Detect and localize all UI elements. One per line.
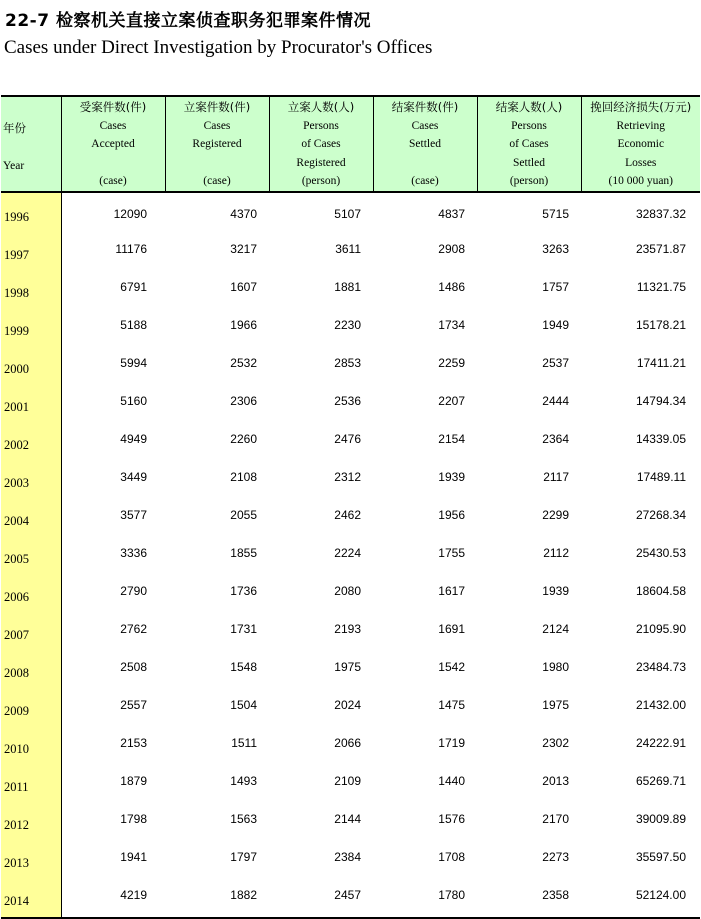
header-label-en-line: Cases <box>99 119 127 132</box>
value-cell: 2444 <box>542 394 569 408</box>
value-cell: 2117 <box>543 470 569 484</box>
statistics-table <box>1 95 700 919</box>
header-unit: (person) <box>509 174 549 187</box>
year-cell: 2002 <box>1 423 61 461</box>
value-cell: 14339.05 <box>635 432 686 446</box>
header-label-zh: 立案件数(件) <box>183 100 251 114</box>
header-label-en-line: Accepted <box>91 138 135 150</box>
value-cell: 1475 <box>438 698 465 712</box>
header-label-en-line: Economic <box>617 138 665 150</box>
year-cell: 2007 <box>1 613 61 651</box>
value-cell: 2364 <box>542 432 569 446</box>
value-cell: 2537 <box>542 356 569 370</box>
value-cell: 1719 <box>438 736 465 750</box>
value-cell: 18604.58 <box>635 584 686 598</box>
header-unit: (case) <box>203 174 231 187</box>
header-row <box>1 96 700 192</box>
year-cell: 1998 <box>1 271 61 309</box>
header-label-en-line: of Cases <box>301 138 341 150</box>
value-cell: 39009.89 <box>635 812 686 826</box>
table-row <box>1 309 700 347</box>
value-cell: 3217 <box>230 242 257 256</box>
value-cell: 2384 <box>334 850 361 864</box>
value-cell: 1542 <box>438 660 465 674</box>
value-cell: 1617 <box>438 584 465 598</box>
year-cell: 2012 <box>1 803 61 841</box>
year-cell: 2004 <box>1 499 61 537</box>
table-row <box>1 537 700 575</box>
value-cell: 1755 <box>438 546 465 560</box>
header-label-en-line: Persons <box>303 119 339 132</box>
value-cell: 2299 <box>542 508 569 522</box>
value-cell: 2108 <box>230 470 257 484</box>
value-cell: 1975 <box>334 660 361 674</box>
header-label-en-line: of Cases <box>509 138 549 150</box>
value-cell: 1975 <box>542 698 569 712</box>
value-cell: 1731 <box>230 622 257 636</box>
header-label-en-line: Registered <box>296 156 346 169</box>
table-row <box>1 803 700 841</box>
value-cell: 2853 <box>334 356 361 370</box>
header-label-zh: 挽回经济损失(万元) <box>590 100 692 114</box>
value-cell: 1736 <box>230 584 257 598</box>
value-cell: 5160 <box>120 394 147 408</box>
column-header-persons-registered <box>269 96 373 192</box>
value-cell: 1966 <box>230 318 257 332</box>
value-cell: 5994 <box>120 356 147 370</box>
value-cell: 2013 <box>542 774 569 788</box>
value-cell: 1956 <box>438 508 465 522</box>
value-cell: 1691 <box>438 622 465 636</box>
table-row <box>1 423 700 461</box>
value-cell: 1708 <box>438 850 465 864</box>
year-cell: 2001 <box>1 385 61 423</box>
value-cell: 11176 <box>115 242 147 256</box>
value-cell: 2207 <box>438 394 465 408</box>
year-cell: 1997 <box>1 233 61 271</box>
column-header-year <box>1 96 61 192</box>
value-cell: 2112 <box>543 546 569 560</box>
year-cell: 1996 <box>1 192 61 233</box>
value-cell: 32837.32 <box>635 207 686 221</box>
column-header-cases-settled <box>373 96 477 192</box>
value-cell: 1511 <box>231 736 257 750</box>
value-cell: 2066 <box>334 736 361 750</box>
value-cell: 1879 <box>120 774 147 788</box>
column-header-cases-registered <box>165 96 269 192</box>
value-cell: 17489.11 <box>636 470 686 484</box>
value-cell: 2508 <box>120 660 147 674</box>
value-cell: 1949 <box>542 318 569 332</box>
value-cell: 2230 <box>334 318 361 332</box>
header-label-zh: 立案人数(人) <box>287 100 355 114</box>
value-cell: 4837 <box>438 207 465 221</box>
header-label-en-line: Settled <box>409 138 441 150</box>
table-title-english: Cases under Direct Investigation by Procurator's Offices <box>4 37 433 58</box>
value-cell: 2144 <box>334 812 361 826</box>
table-row <box>1 879 700 918</box>
header-label-en-line: Cases <box>411 119 439 132</box>
value-cell: 5107 <box>334 207 361 221</box>
year-cell: 2006 <box>1 575 61 613</box>
value-cell: 14794.34 <box>635 394 686 408</box>
value-cell: 2224 <box>334 546 361 560</box>
value-cell: 4370 <box>230 207 257 221</box>
table-row <box>1 727 700 765</box>
table-title-chinese: 22-7 检察机关直接立案侦查职务犯罪案件情况 <box>5 11 371 31</box>
value-cell: 1563 <box>230 812 257 826</box>
year-cell: 2014 <box>1 879 61 918</box>
header-label-zh: 结案人数(人) <box>495 100 563 114</box>
value-cell: 4219 <box>61 879 165 918</box>
header-unit: (case) <box>99 174 127 187</box>
table-row <box>1 271 700 309</box>
header-label-en-line: Retrieving <box>616 119 666 132</box>
column-header-persons-settled <box>477 96 581 192</box>
value-cell: 5715 <box>542 207 569 221</box>
value-cell: 2153 <box>120 736 147 750</box>
table-row <box>1 461 700 499</box>
year-cell: 2010 <box>1 727 61 765</box>
value-cell: 6791 <box>120 280 147 294</box>
header-unit: (person) <box>301 174 341 187</box>
value-cell: 2080 <box>334 584 361 598</box>
value-cell: 2055 <box>230 508 257 522</box>
header-label-en-line: Losses <box>625 156 657 169</box>
value-cell: 2154 <box>438 432 465 446</box>
header-label-en: Year <box>3 159 25 172</box>
value-cell: 2532 <box>230 356 257 370</box>
header-label-en-line: Cases <box>203 119 231 132</box>
table-row <box>1 192 700 233</box>
value-cell: 3577 <box>120 508 147 522</box>
table-row <box>1 575 700 613</box>
year-cell: 2013 <box>1 841 61 879</box>
value-cell: 2762 <box>120 622 147 636</box>
header-unit: (case) <box>411 174 439 187</box>
value-cell: 1757 <box>542 280 569 294</box>
value-cell: 1980 <box>542 660 569 674</box>
value-cell: 3263 <box>542 242 569 256</box>
table-body <box>1 192 700 918</box>
header-label-en-line: Registered <box>192 138 242 150</box>
value-cell: 2273 <box>542 850 569 864</box>
value-cell: 35597.50 <box>635 850 686 864</box>
column-header-economic-losses <box>581 96 700 192</box>
value-cell: 1486 <box>438 280 465 294</box>
value-cell: 2302 <box>542 736 569 750</box>
value-cell: 1939 <box>542 584 569 598</box>
value-cell: 1576 <box>438 812 465 826</box>
value-cell: 11321.75 <box>636 280 686 294</box>
value-cell: 2306 <box>230 394 257 408</box>
value-cell: 3449 <box>120 470 147 484</box>
value-cell: 2790 <box>120 584 147 598</box>
value-cell: 3611 <box>335 242 361 256</box>
value-cell: 25430.53 <box>635 546 686 560</box>
value-cell: 52124.00 <box>581 879 700 918</box>
header-label-en-line: Settled <box>513 156 545 169</box>
value-cell: 21095.90 <box>635 622 686 636</box>
year-cell: 2009 <box>1 689 61 727</box>
value-cell: 2124 <box>542 622 569 636</box>
value-cell: 1939 <box>438 470 465 484</box>
value-cell: 12090 <box>113 207 147 221</box>
table-row <box>1 613 700 651</box>
header-label-zh: 年份 <box>3 121 26 135</box>
value-cell: 2170 <box>542 812 569 826</box>
value-cell: 2457 <box>269 879 373 918</box>
value-cell: 1855 <box>230 546 257 560</box>
table-row <box>1 347 700 385</box>
value-cell: 1798 <box>120 812 147 826</box>
value-cell: 17411.21 <box>636 356 686 370</box>
value-cell: 23484.73 <box>635 660 686 674</box>
value-cell: 1941 <box>120 850 147 864</box>
header-label-zh: 受案件数(件) <box>79 100 147 114</box>
value-cell: 65269.71 <box>635 774 686 788</box>
value-cell: 1548 <box>230 660 257 674</box>
value-cell: 2536 <box>334 394 361 408</box>
value-cell: 24222.91 <box>635 736 686 750</box>
value-cell: 1881 <box>334 280 361 294</box>
table-row <box>1 385 700 423</box>
table-row <box>1 689 700 727</box>
value-cell: 2024 <box>334 698 361 712</box>
value-cell: 15178.21 <box>635 318 686 332</box>
year-cell: 2000 <box>1 347 61 385</box>
value-cell: 4949 <box>120 432 147 446</box>
table-row <box>1 765 700 803</box>
value-cell: 1780 <box>373 879 477 918</box>
year-cell: 2011 <box>1 765 61 803</box>
value-cell: 1440 <box>438 774 465 788</box>
value-cell: 3336 <box>120 546 147 560</box>
value-cell: 2193 <box>334 622 361 636</box>
year-cell: 2003 <box>1 461 61 499</box>
table-row <box>1 651 700 689</box>
year-cell: 2005 <box>1 537 61 575</box>
value-cell: 1882 <box>165 879 269 918</box>
column-header-cases-accepted <box>61 96 165 192</box>
year-cell: 1999 <box>1 309 61 347</box>
value-cell: 2557 <box>120 698 147 712</box>
value-cell: 5188 <box>120 318 147 332</box>
value-cell: 1607 <box>230 280 257 294</box>
value-cell: 23571.87 <box>635 242 686 256</box>
value-cell: 1504 <box>230 698 257 712</box>
table-row <box>1 233 700 271</box>
value-cell: 2260 <box>230 432 257 446</box>
value-cell: 2476 <box>334 432 361 446</box>
value-cell: 27268.34 <box>635 508 686 522</box>
value-cell: 2462 <box>334 508 361 522</box>
header-unit: (10 000 yuan) <box>608 174 673 187</box>
value-cell: 2259 <box>438 356 465 370</box>
header-label-en-line: Persons <box>511 119 547 132</box>
value-cell: 21432.00 <box>635 698 686 712</box>
value-cell: 2908 <box>438 242 465 256</box>
header-label-zh: 结案件数(件) <box>391 100 459 114</box>
value-cell: 2109 <box>334 774 361 788</box>
year-cell: 2008 <box>1 651 61 689</box>
value-cell: 1797 <box>230 850 257 864</box>
value-cell: 1493 <box>230 774 257 788</box>
value-cell: 1734 <box>438 318 465 332</box>
table-row <box>1 841 700 879</box>
value-cell: 2312 <box>334 470 361 484</box>
table-row <box>1 499 700 537</box>
value-cell: 2358 <box>477 879 581 918</box>
